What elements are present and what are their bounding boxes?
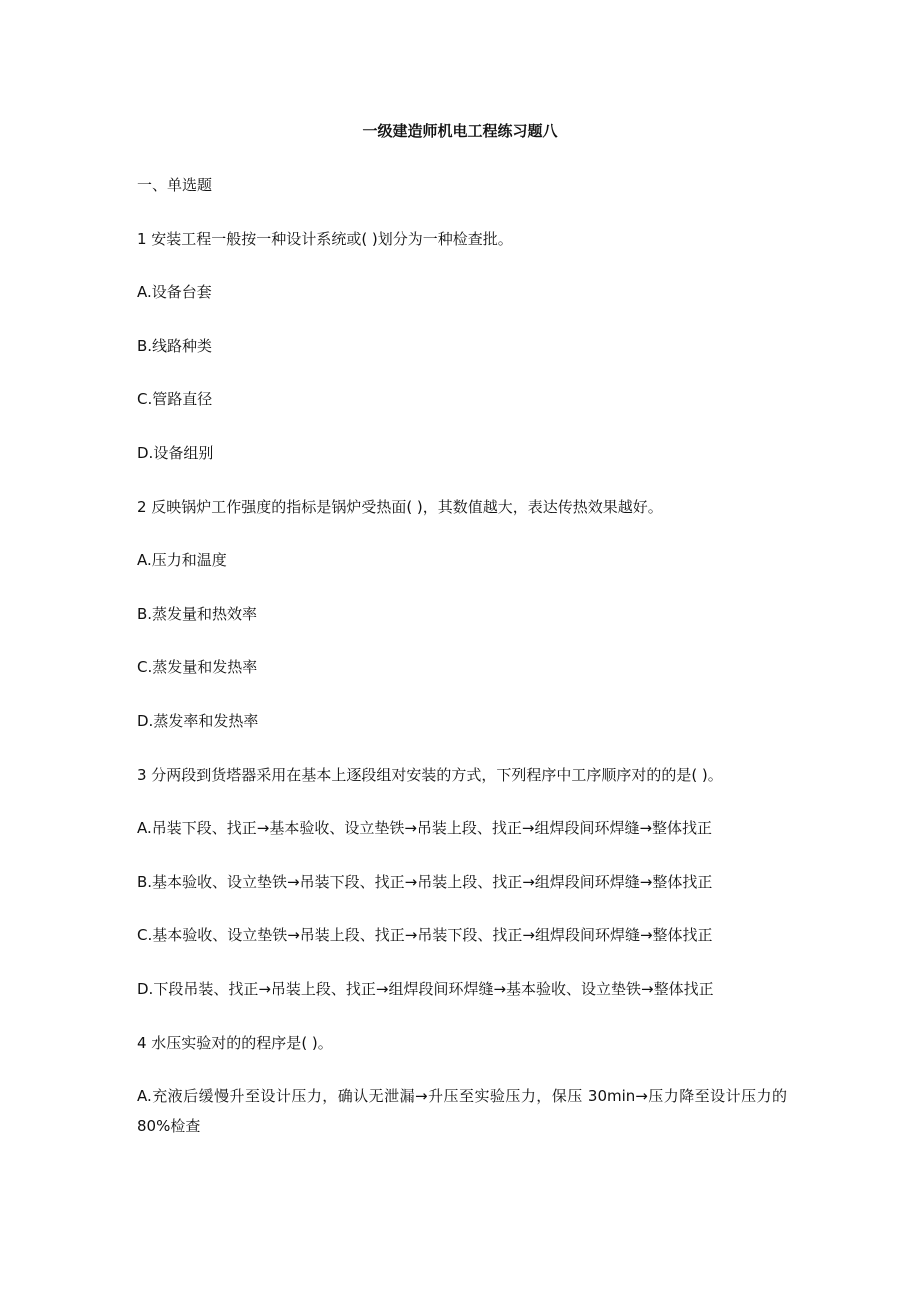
option-3c: C.基本验收、设立垫铁→吊装上段、找正→吊装下段、找正→组焊段间环焊缝→整体找正	[137, 926, 713, 945]
option-2a: A.压力和温度	[137, 551, 227, 570]
document-title: 一级建造师机电工程练习题八	[362, 122, 558, 140]
option-4a: A.充液后缓慢升至设计压力，确认无泄漏→升压至实验压力，保压 30min→压力降至设计压力的 80%检查	[137, 1087, 787, 1136]
option-3d: D.下段吊装、找正→吊装上段、找正→组焊段间环焊缝→基本验收、设立垫铁→整体找正	[137, 979, 714, 998]
option-3b: B.基本验收、设立垫铁→吊装下段、找正→吊装上段、找正→组焊段间环焊缝→整体找正	[137, 872, 713, 891]
document-body	[137, 170, 787, 1165]
question-4: 4 水压实验对的的程序是( )。	[137, 1033, 333, 1052]
section-heading: 一、单选题	[137, 176, 213, 194]
question-1: 1 安装工程一般按一种设计系统或( )划分为一种检查批。	[137, 229, 513, 248]
option-1c: C.管路直径	[137, 390, 213, 409]
option-1a: A.设备台套	[137, 283, 212, 302]
question-3: 3 分两段到货塔器采用在基本上逐段组对安装的方式，下列程序中工序顺序对的的是( )。	[137, 765, 723, 784]
option-3a: A.吊装下段、找正→基本验收、设立垫铁→吊装上段、找正→组焊段间环焊缝→整体找正	[137, 819, 713, 838]
question-2: 2 反映锅炉工作强度的指标是锅炉受热面( )，其数值越大，表达传热效果越好。	[137, 497, 663, 516]
option-2b: B.蒸发量和热效率	[137, 604, 258, 623]
option-2d: D.蒸发率和发热率	[137, 711, 259, 730]
option-1d: D.设备组别	[137, 443, 214, 462]
option-1b: B.线路种类	[137, 336, 213, 355]
option-2c: C.蒸发量和发热率	[137, 658, 258, 677]
